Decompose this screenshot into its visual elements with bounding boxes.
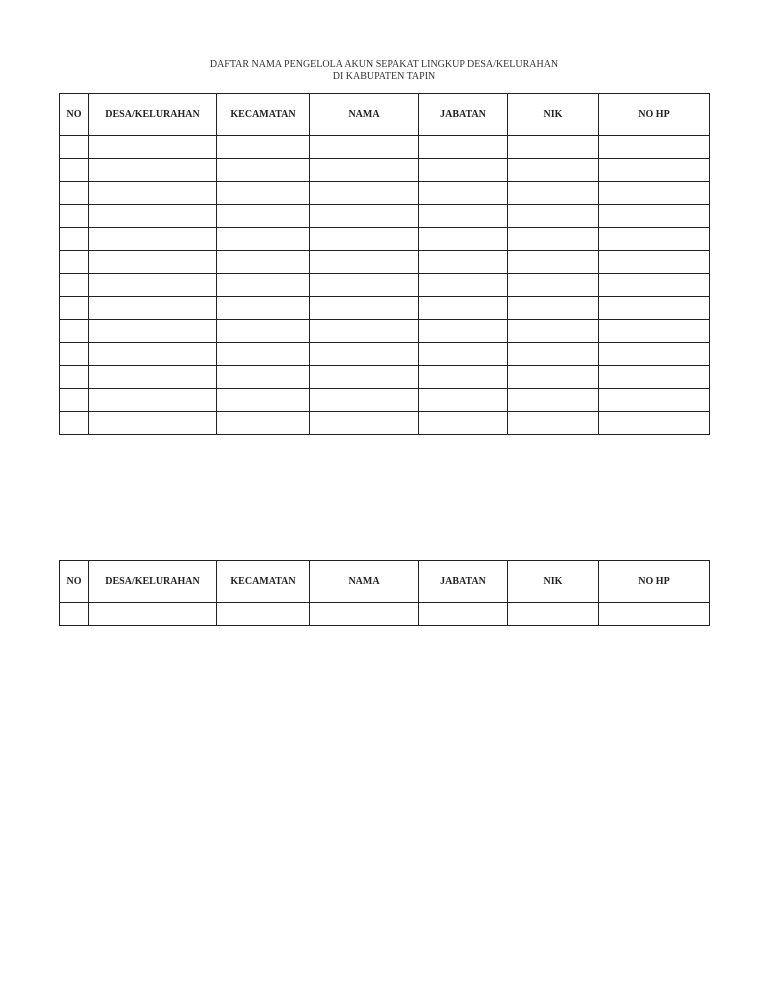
table-body (60, 136, 710, 435)
table-row (60, 182, 710, 205)
cell-nama (310, 228, 419, 251)
header-no: NO (60, 561, 89, 603)
cell-nik (508, 274, 599, 297)
cell-nik (508, 603, 599, 626)
cell-no-hp (599, 412, 710, 435)
cell-kecamatan (217, 603, 310, 626)
header-no: NO (60, 94, 89, 136)
cell-nik (508, 412, 599, 435)
cell-no-hp (599, 389, 710, 412)
cell-nama (310, 366, 419, 389)
cell-jabatan (419, 159, 508, 182)
cell-desa-kelurahan (89, 228, 217, 251)
table-row (60, 412, 710, 435)
cell-desa-kelurahan (89, 320, 217, 343)
cell-nama (310, 412, 419, 435)
cell-jabatan (419, 320, 508, 343)
cell-desa-kelurahan (89, 159, 217, 182)
cell-desa-kelurahan (89, 297, 217, 320)
table-row (60, 389, 710, 412)
header-kecamatan: KECAMATAN (217, 94, 310, 136)
account-manager-table-1 (59, 93, 710, 435)
cell-kecamatan (217, 366, 310, 389)
table-header-row (60, 94, 710, 136)
cell-jabatan (419, 274, 508, 297)
title-line-1: DAFTAR NAMA PENGELOLA AKUN SEPAKAT LINGKUP DESA/KELURAHAN (209, 59, 559, 70)
cell-jabatan (419, 366, 508, 389)
cell-desa-kelurahan (89, 343, 217, 366)
cell-nik (508, 228, 599, 251)
cell-nik (508, 389, 599, 412)
cell-nama (310, 205, 419, 228)
cell-nik (508, 343, 599, 366)
cell-no (60, 182, 89, 205)
cell-no (60, 251, 89, 274)
cell-kecamatan (217, 136, 310, 159)
cell-desa-kelurahan (89, 182, 217, 205)
table-row (60, 343, 710, 366)
cell-kecamatan (217, 228, 310, 251)
cell-desa-kelurahan (89, 205, 217, 228)
table-row (60, 228, 710, 251)
cell-no-hp (599, 320, 710, 343)
cell-desa-kelurahan (89, 274, 217, 297)
cell-nik (508, 251, 599, 274)
cell-desa-kelurahan (89, 389, 217, 412)
cell-no (60, 366, 89, 389)
cell-no-hp (599, 603, 710, 626)
table-row (60, 274, 710, 297)
cell-kecamatan (217, 159, 310, 182)
cell-nama (310, 603, 419, 626)
cell-no-hp (599, 159, 710, 182)
cell-nama (310, 343, 419, 366)
table-row (60, 320, 710, 343)
cell-nama (310, 389, 419, 412)
cell-no (60, 205, 89, 228)
cell-jabatan (419, 251, 508, 274)
cell-no (60, 603, 89, 626)
cell-no-hp (599, 274, 710, 297)
cell-desa-kelurahan (89, 366, 217, 389)
table-row (60, 251, 710, 274)
cell-kecamatan (217, 389, 310, 412)
cell-nama (310, 320, 419, 343)
cell-kecamatan (217, 320, 310, 343)
cell-nama (310, 136, 419, 159)
cell-jabatan (419, 136, 508, 159)
cell-jabatan (419, 389, 508, 412)
cell-jabatan (419, 343, 508, 366)
cell-no-hp (599, 297, 710, 320)
header-desa-kelurahan: DESA/KELURAHAN (89, 94, 217, 136)
header-jabatan: JABATAN (419, 561, 508, 603)
cell-desa-kelurahan (89, 251, 217, 274)
cell-kecamatan (217, 274, 310, 297)
cell-kecamatan (217, 412, 310, 435)
cell-nik (508, 366, 599, 389)
cell-no (60, 297, 89, 320)
cell-nama (310, 251, 419, 274)
cell-nik (508, 136, 599, 159)
cell-kecamatan (217, 251, 310, 274)
header-jabatan: JABATAN (419, 94, 508, 136)
header-no-hp: NO HP (599, 94, 710, 136)
table-row (60, 297, 710, 320)
cell-no (60, 389, 89, 412)
cell-nama (310, 182, 419, 205)
cell-no (60, 228, 89, 251)
cell-nik (508, 182, 599, 205)
table-row (60, 136, 710, 159)
cell-desa-kelurahan (89, 603, 217, 626)
header-kecamatan: KECAMATAN (217, 561, 310, 603)
header-desa-kelurahan: DESA/KELURAHAN (89, 561, 217, 603)
cell-nama (310, 297, 419, 320)
cell-kecamatan (217, 182, 310, 205)
cell-kecamatan (217, 343, 310, 366)
cell-desa-kelurahan (89, 136, 217, 159)
cell-jabatan (419, 205, 508, 228)
table-header-row (60, 561, 710, 603)
cell-no-hp (599, 228, 710, 251)
cell-jabatan (419, 228, 508, 251)
cell-nik (508, 159, 599, 182)
header-nik: NIK (508, 561, 599, 603)
cell-nik (508, 320, 599, 343)
cell-no (60, 159, 89, 182)
cell-no (60, 343, 89, 366)
cell-no-hp (599, 205, 710, 228)
table-row (60, 159, 710, 182)
document-title (0, 59, 768, 82)
header-no-hp: NO HP (599, 561, 710, 603)
title-line-2: DI KABUPATEN TAPIN (332, 70, 436, 82)
cell-kecamatan (217, 205, 310, 228)
cell-jabatan (419, 412, 508, 435)
account-manager-table-2 (59, 560, 710, 626)
cell-nama (310, 159, 419, 182)
cell-no (60, 274, 89, 297)
header-nik: NIK (508, 94, 599, 136)
cell-kecamatan (217, 297, 310, 320)
cell-no (60, 136, 89, 159)
cell-nik (508, 205, 599, 228)
cell-no-hp (599, 182, 710, 205)
cell-no (60, 412, 89, 435)
cell-jabatan (419, 297, 508, 320)
cell-no-hp (599, 251, 710, 274)
cell-nik (508, 297, 599, 320)
cell-nama (310, 274, 419, 297)
header-nama: NAMA (310, 561, 419, 603)
cell-jabatan (419, 603, 508, 626)
cell-no (60, 320, 89, 343)
table-row (60, 205, 710, 228)
header-nama: NAMA (310, 94, 419, 136)
table-body (60, 603, 710, 626)
cell-no-hp (599, 343, 710, 366)
cell-no-hp (599, 366, 710, 389)
cell-jabatan (419, 182, 508, 205)
table-row (60, 366, 710, 389)
table-row (60, 603, 710, 626)
cell-desa-kelurahan (89, 412, 217, 435)
cell-no-hp (599, 136, 710, 159)
